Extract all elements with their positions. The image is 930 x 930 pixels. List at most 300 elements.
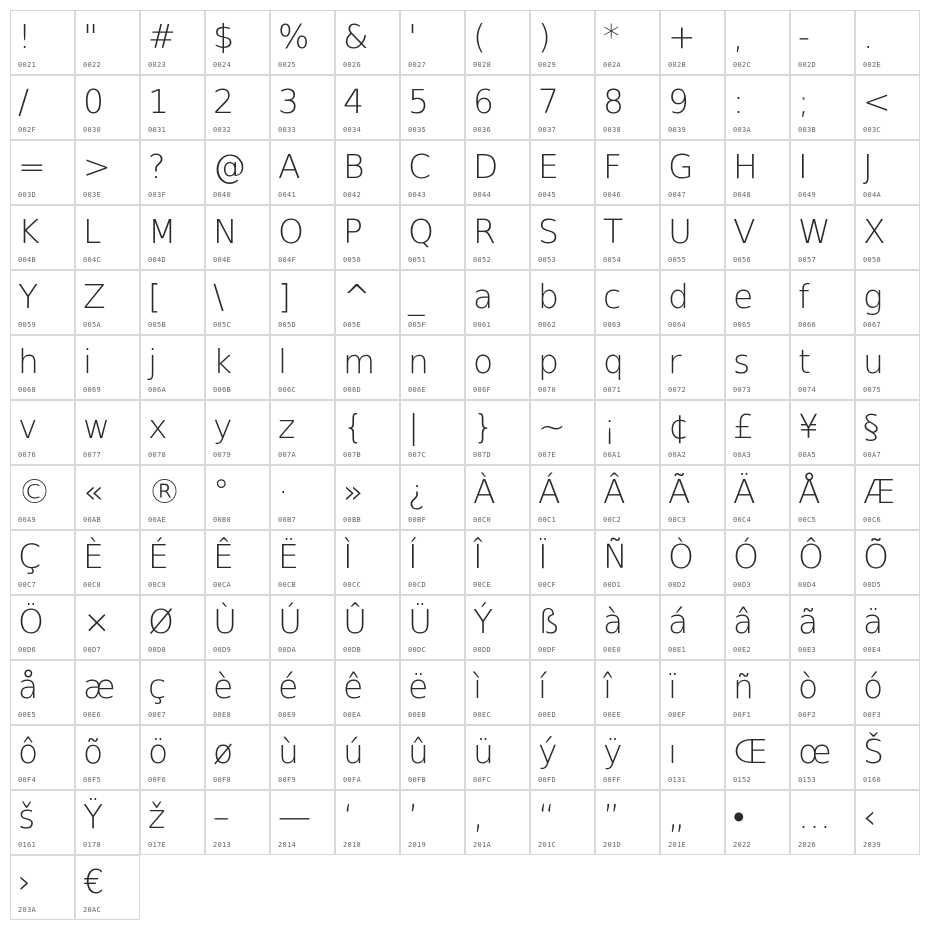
- glyph-cell: [400, 595, 465, 660]
- glyph-cell: [400, 465, 465, 530]
- glyph-codepoint: 002F: [18, 126, 37, 134]
- glyph-codepoint: 00A1: [603, 451, 622, 459]
- glyph-cell: [595, 595, 660, 660]
- glyph-cell: [595, 725, 660, 790]
- glyph-char: 0: [83, 82, 104, 121]
- glyph-cell: [270, 140, 335, 205]
- glyph-char: ã: [798, 602, 819, 641]
- glyph-cell: [205, 140, 270, 205]
- glyph-codepoint: 00C9: [148, 581, 167, 589]
- glyph-cell: [855, 10, 920, 75]
- glyph-cell: [530, 530, 595, 595]
- glyph-codepoint: 201A: [473, 841, 492, 849]
- glyph-codepoint: 00D5: [863, 581, 882, 589]
- glyph-char: y: [213, 407, 233, 446]
- glyph-cell: [75, 10, 140, 75]
- glyph-cell: [140, 530, 205, 595]
- glyph-cell: [75, 660, 140, 725]
- glyph-codepoint: 007B: [343, 451, 362, 459]
- glyph-cell: [790, 400, 855, 465]
- glyph-cell: [400, 270, 465, 335]
- glyph-cell: [400, 660, 465, 725]
- glyph-cell: [10, 725, 75, 790]
- glyph-codepoint: 004D: [148, 256, 167, 264]
- glyph-codepoint: 0022: [83, 61, 102, 69]
- glyph-cell: [660, 725, 725, 790]
- glyph-codepoint: 0078: [148, 451, 167, 459]
- glyph-codepoint: 00B7: [278, 516, 297, 524]
- glyph-cell: [270, 75, 335, 140]
- glyph-char: A: [278, 147, 301, 186]
- glyph-char: ;: [798, 82, 810, 121]
- glyph-codepoint: 005F: [408, 321, 427, 329]
- glyph-cell: [10, 75, 75, 140]
- glyph-char: j: [148, 342, 158, 381]
- glyph-char: ×: [83, 602, 111, 641]
- glyph-cell: [725, 530, 790, 595]
- glyph-codepoint: 0042: [343, 191, 362, 199]
- glyph-cell: [400, 140, 465, 205]
- glyph-codepoint: 00ED: [538, 711, 557, 719]
- glyph-codepoint: 006B: [213, 386, 232, 394]
- glyph-char: Ç: [18, 537, 42, 576]
- glyph-cell: [465, 205, 530, 270]
- glyph-codepoint: 00A7: [863, 451, 882, 459]
- glyph-cell: [400, 205, 465, 270]
- glyph-char: D: [473, 147, 499, 186]
- glyph-cell: [270, 725, 335, 790]
- glyph-codepoint: 00DD: [473, 646, 492, 654]
- glyph-char: ï: [668, 667, 678, 706]
- glyph-char: 6: [473, 82, 494, 121]
- glyph-codepoint: 00E4: [863, 646, 882, 654]
- glyph-codepoint: 0037: [538, 126, 557, 134]
- glyph-codepoint: 00F5: [83, 776, 102, 784]
- glyph-codepoint: 0050: [343, 256, 362, 264]
- glyph-codepoint: 00AE: [148, 516, 167, 524]
- glyph-codepoint: 00EA: [343, 711, 362, 719]
- glyph-cell: [790, 725, 855, 790]
- glyph-cell: [10, 400, 75, 465]
- glyph-char: ù: [278, 732, 299, 771]
- glyph-char: &: [343, 17, 369, 56]
- glyph-cell: [790, 75, 855, 140]
- glyph-codepoint: 0068: [18, 386, 37, 394]
- glyph-char: }: [473, 407, 494, 446]
- glyph-codepoint: 00CB: [278, 581, 297, 589]
- glyph-char: 8: [603, 82, 624, 121]
- glyph-char: 7: [538, 82, 559, 121]
- glyph-cell: [400, 75, 465, 140]
- glyph-cell: [335, 335, 400, 400]
- glyph-codepoint: 003F: [148, 191, 167, 199]
- glyph-codepoint: 00E8: [213, 711, 232, 719]
- glyph-codepoint: 00BF: [408, 516, 427, 524]
- glyph-codepoint: 0074: [798, 386, 817, 394]
- glyph-cell: [10, 595, 75, 660]
- glyph-cell: [140, 205, 205, 270]
- glyph-char: ": [83, 17, 99, 56]
- glyph-codepoint: 201E: [668, 841, 687, 849]
- glyph-char: L: [83, 212, 102, 251]
- glyph-cell: [205, 725, 270, 790]
- glyph-codepoint: 002D: [798, 61, 817, 69]
- glyph-char: ‚: [473, 797, 484, 836]
- glyph-cell: [140, 10, 205, 75]
- glyph-codepoint: 0046: [603, 191, 622, 199]
- glyph-char: “: [538, 797, 556, 836]
- glyph-char: z: [278, 407, 296, 446]
- glyph-char: ¥: [798, 407, 819, 446]
- glyph-char: Õ: [863, 537, 889, 576]
- glyph-cell: [790, 205, 855, 270]
- glyph-cell: [725, 335, 790, 400]
- glyph-cell: [335, 270, 400, 335]
- glyph-char: É: [148, 537, 169, 576]
- glyph-codepoint: 00A5: [798, 451, 817, 459]
- glyph-grid: [10, 10, 920, 920]
- glyph-codepoint: 0066: [798, 321, 817, 329]
- glyph-cell: [335, 790, 400, 855]
- glyph-char: @: [213, 147, 246, 186]
- glyph-codepoint: 00C8: [83, 581, 102, 589]
- glyph-char: ä: [863, 602, 884, 641]
- glyph-char: ì: [473, 667, 483, 706]
- glyph-char: !: [18, 17, 32, 56]
- glyph-codepoint: 005A: [83, 321, 102, 329]
- glyph-char: ?: [148, 147, 166, 186]
- glyph-cell: [855, 400, 920, 465]
- glyph-cell: [75, 855, 140, 920]
- glyph-cell: [75, 465, 140, 530]
- glyph-cell: [335, 205, 400, 270]
- glyph-char: Ó: [733, 537, 759, 576]
- glyph-char: …: [798, 797, 831, 836]
- glyph-cell: [270, 595, 335, 660]
- glyph-codepoint: 00CA: [213, 581, 232, 589]
- glyph-cell: [790, 335, 855, 400]
- glyph-cell: [855, 465, 920, 530]
- glyph-codepoint: 0058: [863, 256, 882, 264]
- glyph-cell: [140, 400, 205, 465]
- glyph-cell: [725, 790, 790, 855]
- glyph-char: T: [603, 212, 624, 251]
- glyph-codepoint: 00EE: [603, 711, 622, 719]
- glyph-codepoint: 0063: [603, 321, 622, 329]
- glyph-char: (: [473, 17, 486, 56]
- glyph-cell: [400, 335, 465, 400]
- glyph-char: J: [863, 147, 873, 186]
- glyph-char: À: [473, 472, 496, 511]
- glyph-codepoint: 00C6: [863, 516, 882, 524]
- glyph-cell: [595, 75, 660, 140]
- glyph-cell: [530, 660, 595, 725]
- glyph-char: ž: [148, 797, 166, 836]
- glyph-cell: [530, 205, 595, 270]
- glyph-codepoint: 005C: [213, 321, 232, 329]
- glyph-cell: [660, 530, 725, 595]
- glyph-char: Ù: [213, 602, 238, 641]
- glyph-codepoint: 00D1: [603, 581, 622, 589]
- glyph-char: Ï: [538, 537, 548, 576]
- glyph-codepoint: 0025: [278, 61, 297, 69]
- glyph-codepoint: 007D: [473, 451, 492, 459]
- glyph-codepoint: 2039: [863, 841, 882, 849]
- glyph-cell: [400, 400, 465, 465]
- glyph-codepoint: 00F8: [213, 776, 232, 784]
- glyph-cell: [75, 75, 140, 140]
- glyph-cell: [465, 10, 530, 75]
- glyph-char: §: [863, 407, 880, 446]
- glyph-cell: [660, 595, 725, 660]
- glyph-codepoint: 0056: [733, 256, 752, 264]
- glyph-cell: [465, 725, 530, 790]
- glyph-codepoint: 0062: [538, 321, 557, 329]
- glyph-char: O: [278, 212, 304, 251]
- glyph-char: >: [83, 147, 111, 186]
- glyph-codepoint: 2013: [213, 841, 232, 849]
- glyph-cell: [595, 335, 660, 400]
- glyph-char: w: [83, 407, 110, 446]
- glyph-char: ·: [278, 472, 289, 511]
- glyph-char: Û: [343, 602, 368, 641]
- glyph-char: 9: [668, 82, 689, 121]
- glyph-char: F: [603, 147, 622, 186]
- glyph-char: ß: [538, 602, 561, 641]
- glyph-codepoint: 0071: [603, 386, 622, 394]
- glyph-codepoint: 00F1: [733, 711, 752, 719]
- glyph-char: x: [148, 407, 168, 446]
- glyph-char: ‹: [863, 797, 877, 836]
- glyph-char: Ã: [668, 472, 691, 511]
- glyph-cell: [140, 725, 205, 790]
- glyph-char: Y: [18, 277, 39, 316]
- glyph-cell: [530, 595, 595, 660]
- glyph-cell: [855, 790, 920, 855]
- glyph-char: —: [278, 797, 311, 836]
- glyph-cell: [595, 790, 660, 855]
- glyph-cell: [660, 660, 725, 725]
- glyph-cell: [465, 790, 530, 855]
- glyph-cell: [465, 400, 530, 465]
- glyph-codepoint: 2014: [278, 841, 297, 849]
- glyph-codepoint: 0041: [278, 191, 297, 199]
- glyph-codepoint: 0057: [798, 256, 817, 264]
- glyph-char: â: [733, 602, 754, 641]
- glyph-char: õ: [83, 732, 104, 771]
- glyph-char: Z: [83, 277, 106, 316]
- glyph-cell: [140, 75, 205, 140]
- glyph-char: Å: [798, 472, 821, 511]
- glyph-cell: [270, 790, 335, 855]
- glyph-char: È: [83, 537, 104, 576]
- glyph-codepoint: 00C3: [668, 516, 687, 524]
- glyph-char: Ô: [798, 537, 824, 576]
- glyph-cell: [660, 270, 725, 335]
- glyph-cell: [855, 595, 920, 660]
- glyph-codepoint: 0067: [863, 321, 882, 329]
- glyph-char: Í: [408, 537, 418, 576]
- glyph-cell: [205, 335, 270, 400]
- glyph-codepoint: 00FC: [473, 776, 492, 784]
- glyph-char: -: [798, 17, 810, 56]
- glyph-cell: [465, 465, 530, 530]
- glyph-char: e: [733, 277, 754, 316]
- glyph-cell: [725, 595, 790, 660]
- glyph-cell: [270, 205, 335, 270]
- glyph-cell: [465, 75, 530, 140]
- glyph-char: m: [343, 342, 376, 381]
- glyph-codepoint: 0048: [733, 191, 752, 199]
- glyph-char: G: [668, 147, 694, 186]
- glyph-codepoint: 201D: [603, 841, 622, 849]
- glyph-char: €: [83, 862, 104, 901]
- glyph-codepoint: 0053: [538, 256, 557, 264]
- glyph-codepoint: 00DB: [343, 646, 362, 654]
- glyph-cell: [660, 75, 725, 140]
- glyph-cell: [790, 465, 855, 530]
- glyph-codepoint: 0178: [83, 841, 102, 849]
- glyph-codepoint: 0065: [733, 321, 752, 329]
- glyph-char: ç: [148, 667, 167, 706]
- glyph-char: Ò: [668, 537, 694, 576]
- glyph-cell: [75, 725, 140, 790]
- glyph-codepoint: 0021: [18, 61, 37, 69]
- glyph-codepoint: 002A: [603, 61, 622, 69]
- glyph-cell: [335, 140, 400, 205]
- glyph-codepoint: 00CC: [343, 581, 362, 589]
- glyph-char: #: [148, 17, 176, 56]
- glyph-codepoint: 00C2: [603, 516, 622, 524]
- glyph-char: œ: [798, 732, 832, 771]
- glyph-char: 3: [278, 82, 299, 121]
- glyph-codepoint: 00E3: [798, 646, 817, 654]
- glyph-cell: [75, 595, 140, 660]
- glyph-codepoint: 00CE: [473, 581, 492, 589]
- glyph-codepoint: 003C: [863, 126, 882, 134]
- glyph-cell: [205, 530, 270, 595]
- glyph-char: d: [668, 277, 689, 316]
- glyph-cell: [270, 270, 335, 335]
- glyph-cell: [790, 140, 855, 205]
- glyph-cell: [725, 660, 790, 725]
- glyph-char: h: [18, 342, 39, 381]
- glyph-cell: [855, 205, 920, 270]
- glyph-cell: [595, 270, 660, 335]
- glyph-char: Â: [603, 472, 626, 511]
- glyph-codepoint: 0051: [408, 256, 427, 264]
- glyph-char: R: [473, 212, 496, 251]
- glyph-cell: [725, 75, 790, 140]
- glyph-char: ë: [408, 667, 429, 706]
- glyph-cell: [660, 335, 725, 400]
- glyph-char: ): [538, 17, 551, 56]
- glyph-char: b: [538, 277, 559, 316]
- glyph-cell: [855, 75, 920, 140]
- glyph-char: î: [603, 667, 613, 706]
- glyph-codepoint: 00EB: [408, 711, 427, 719]
- glyph-cell: [140, 790, 205, 855]
- glyph-codepoint: 20AC: [83, 906, 102, 914]
- glyph-char: ø: [213, 732, 234, 771]
- glyph-char: ê: [343, 667, 364, 706]
- glyph-codepoint: 0160: [863, 776, 882, 784]
- glyph-cell: [140, 140, 205, 205]
- glyph-codepoint: 0029: [538, 61, 557, 69]
- glyph-cell: [10, 530, 75, 595]
- glyph-char: q: [603, 342, 624, 381]
- glyph-codepoint: 0024: [213, 61, 232, 69]
- glyph-cell: [75, 335, 140, 400]
- glyph-cell: [725, 465, 790, 530]
- glyph-char: ›: [18, 862, 32, 901]
- glyph-char: ô: [18, 732, 39, 771]
- glyph-char: 4: [343, 82, 364, 121]
- glyph-char: g: [863, 277, 883, 316]
- glyph-codepoint: 005D: [278, 321, 297, 329]
- glyph-cell: [10, 790, 75, 855]
- glyph-codepoint: 005B: [148, 321, 167, 329]
- glyph-cell: [530, 465, 595, 530]
- glyph-cell: [140, 335, 205, 400]
- glyph-codepoint: 00CD: [408, 581, 427, 589]
- glyph-codepoint: 00C4: [733, 516, 752, 524]
- glyph-cell: [335, 530, 400, 595]
- glyph-char: Ÿ: [83, 797, 104, 836]
- glyph-codepoint: 0073: [733, 386, 752, 394]
- glyph-cell: [10, 270, 75, 335]
- glyph-cell: [10, 660, 75, 725]
- glyph-codepoint: 007C: [408, 451, 427, 459]
- glyph-codepoint: 00C5: [798, 516, 817, 524]
- glyph-codepoint: 00E7: [148, 711, 167, 719]
- glyph-codepoint: 0070: [538, 386, 557, 394]
- glyph-char: æ: [83, 667, 116, 706]
- glyph-char: +: [668, 17, 696, 56]
- glyph-char: ’: [408, 797, 419, 836]
- glyph-cell: [465, 530, 530, 595]
- glyph-codepoint: 00FB: [408, 776, 427, 784]
- glyph-codepoint: 0131: [668, 776, 687, 784]
- glyph-codepoint: 00E6: [83, 711, 102, 719]
- glyph-codepoint: 002B: [668, 61, 687, 69]
- glyph-cell: [660, 400, 725, 465]
- glyph-char: û: [408, 732, 429, 771]
- glyph-cell: [790, 790, 855, 855]
- glyph-codepoint: 201C: [538, 841, 557, 849]
- glyph-cell: [335, 10, 400, 75]
- glyph-char: Ä: [733, 472, 756, 511]
- glyph-codepoint: 00A9: [18, 516, 37, 524]
- glyph-cell: [140, 595, 205, 660]
- glyph-char: a: [473, 277, 494, 316]
- glyph-cell: [790, 595, 855, 660]
- glyph-char: f: [798, 277, 810, 316]
- glyph-cell: [595, 660, 660, 725]
- glyph-codepoint: 0161: [18, 841, 37, 849]
- glyph-char: ý: [538, 732, 558, 771]
- glyph-cell: [10, 335, 75, 400]
- glyph-codepoint: 0052: [473, 256, 492, 264]
- glyph-char: X: [863, 212, 886, 251]
- glyph-char: è: [213, 667, 234, 706]
- glyph-codepoint: 2019: [408, 841, 427, 849]
- glyph-cell: [855, 140, 920, 205]
- glyph-codepoint: 00B0: [213, 516, 232, 524]
- glyph-cell: [595, 465, 660, 530]
- glyph-codepoint: 0059: [18, 321, 37, 329]
- glyph-char: ÿ: [603, 732, 623, 771]
